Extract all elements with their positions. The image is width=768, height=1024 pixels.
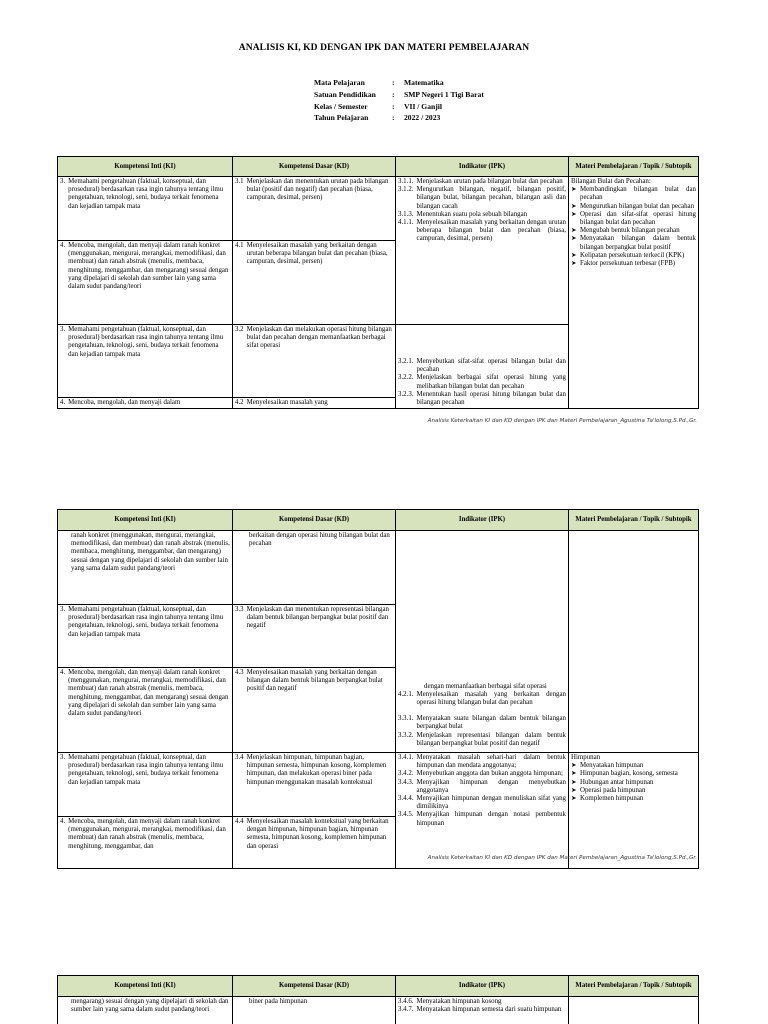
kd-number: 4.2 <box>235 399 244 406</box>
ipk-text: Menyajikan himpunan dengan menyebutkan anggotanya <box>416 778 566 794</box>
ki-text: Memahami pengetahuan (faktual, konseptual, dan prosedural) berdasarkan rasa ingin tahunya tentang ilmu pengetahuan, teknologi, seni, budaya terkait fenomena dan kejadian tampak mata <box>68 606 224 638</box>
ipk-item <box>398 795 566 811</box>
ki-cell <box>58 177 233 241</box>
header-ki: Kompetensi Inti (KI) <box>58 976 233 997</box>
header-ipk: Indikator (IPK) <box>396 976 569 997</box>
materi-cell <box>569 531 699 753</box>
meta-value: 2022 / 2023 <box>404 113 441 123</box>
kd-number: 3.1 <box>235 178 244 185</box>
kd-number: 4.4 <box>235 818 244 825</box>
materi-text: Mengurutkan bilangan bulat dan pecahan <box>580 202 695 210</box>
arrow-bullet-icon: ➤ <box>571 186 577 194</box>
ipk-number: 3.2.2. <box>398 374 414 382</box>
materi-heading: Himpunan <box>571 754 601 761</box>
materi-item <box>571 186 696 202</box>
arrow-bullet-icon: ➤ <box>571 795 577 803</box>
ipk-item <box>398 754 566 770</box>
ipk-text: Menyatakan suatu bilangan dalam bentuk bilangan berpangkat bulat <box>416 715 566 731</box>
ki-text: Mencoba, mengolah, dan menyaji dalam ranah konkret (menggunakan, mengurai, merangkai, memodifikasi, dan membuat) dan ranah abstrak (menulis, membaca, menghitung, menggambar, dan <box>68 818 226 850</box>
kd-text: biner pada himpunan <box>249 998 308 1005</box>
materi-item <box>571 779 696 787</box>
ki-number: 3. <box>60 326 66 333</box>
kd-cell <box>233 177 396 241</box>
materi-text: Komplemen himpunan <box>580 795 644 803</box>
ipk-cell <box>396 325 569 409</box>
header-kd: Kompetensi Dasar (KD) <box>233 510 396 531</box>
ki-cell <box>58 325 233 398</box>
arrow-bullet-icon: ➤ <box>571 762 577 770</box>
page-footer: Analisis Keterkaitan KI dan KD dengan IPK dan Materi Pembelajaran_Agustina Ta'lolong,S.Pd.,Gr. <box>427 418 697 424</box>
materi-text: Operasi dan sifat-sifat operasi hitung bilangan bulat dan pecahan <box>580 210 696 227</box>
meta-row <box>314 112 484 124</box>
ki-number: 4. <box>60 669 66 676</box>
ipk-number: 3.4.6. <box>398 998 414 1005</box>
ipk-number: 3.1.2. <box>398 186 414 194</box>
ipk-number: 3.4.5. <box>398 811 414 819</box>
meta-label: Kelas / Semester <box>314 101 368 111</box>
kd-cell <box>233 997 396 1024</box>
arrow-bullet-icon: ➤ <box>571 770 577 778</box>
ipk-number: 4.1.1. <box>398 219 414 227</box>
ipk-text: Menyajikan himpunan dengan notasi pembentuk himpunan <box>416 811 566 827</box>
ipk-item <box>398 186 566 211</box>
materi-cell <box>569 177 699 409</box>
header-kd: Kompetensi Dasar (KD) <box>233 976 396 997</box>
ki-cell <box>58 668 233 753</box>
ki-cell <box>58 531 233 605</box>
ki-cell <box>58 605 233 668</box>
ipk-number: 3.1.3. <box>398 210 414 218</box>
ki-cell <box>58 753 233 817</box>
header-materi: Materi Pembelajaran / Topik / Subtopik <box>569 157 699 177</box>
ipk-item <box>398 374 566 390</box>
document-meta <box>314 77 484 124</box>
header-ipk: Indikator (IPK) <box>396 510 569 531</box>
kd-cell <box>233 325 396 398</box>
ipk-item <box>398 691 566 707</box>
kd-text: Menyelesaikan masalah yang berkaitan dengan bilangan dalam bentuk bilangan berpangkat bulat positif dan negatif <box>246 669 383 693</box>
kd-number: 3.3 <box>235 606 244 613</box>
ipk-item <box>398 211 566 219</box>
kd-text: Menjelaskan dan menentukan representasi bilangan dalam bentuk bilangan berpangkat bulat positif dan negatif <box>246 606 389 630</box>
ki-cell <box>58 997 233 1024</box>
ki-cell <box>58 817 233 869</box>
arrow-bullet-icon: ➤ <box>571 260 577 268</box>
kd-text: Menjelaskan dan menentukan urutan pada bilangan bulat (positif dan negatif) dan pecahan (biasa, campuran, desimal, persen) <box>246 178 389 202</box>
ipk-text: Menyatakan himpunan kosong <box>416 998 502 1005</box>
materi-text: Faktor persekutuan terbesar (FPB) <box>580 260 676 268</box>
ipk-text: Menentukan hasil operasi hitung bilangan bulat dan bilangan pecahan <box>416 390 566 406</box>
ipk-number: 3.4.3. <box>398 778 414 786</box>
ipk-text: Mengurutkan bilangan, negatif, bilangan positif, bilangan bulat, bilangan pecahan, bilangan asli dan bilangan cacah <box>416 186 566 210</box>
ipk-text: Menentukan suatu pola sebuah bilangan <box>416 210 528 218</box>
kd-cell <box>233 398 396 409</box>
header-materi: Materi Pembelajaran / Topik / Subtopik <box>569 510 699 531</box>
materi-text: Menyatakan himpunan <box>580 762 644 770</box>
ki-text: ranah konkret (menggunakan, mengurai, merangkai, memodifikasi, dan membuat) dan ranah abstrak (menulis, membaca, menghitung, menggambar, dan mengarang) sesuai dengan yang dipelajari di sekolah dan sumber lain yang sama dalam sudut pandang/teori <box>71 532 230 572</box>
ipk-text: Menyatakan masalah sehari-hari dalam bentuk himpunan dan mendata anggotanya; <box>416 754 566 770</box>
ipk-item <box>398 1006 566 1014</box>
competency-table-3 <box>57 975 699 1024</box>
ki-number: 3. <box>60 606 66 613</box>
kd-cell <box>233 817 396 869</box>
ki-cell <box>58 241 233 325</box>
ipk-item <box>398 358 566 374</box>
meta-separator: : <box>392 113 395 123</box>
kd-cell <box>233 668 396 753</box>
ipk-number: 3.4.2. <box>398 770 414 778</box>
ipk-text: dengan memanfaatkan berbagai sifat operasi <box>424 682 547 690</box>
ipk-item <box>398 811 566 827</box>
ipk-number: 3.3.1. <box>398 715 414 723</box>
materi-text: Hubungan antar himpunan <box>580 778 654 786</box>
materi-item <box>571 227 696 235</box>
ki-text: Memahami pengetahuan (faktual, konseptual, dan prosedural) berdasarkan rasa ingin tahunya tentang ilmu pengetahuan, teknologi, seni, budaya terkait fenomena dan kejadian tampak mata <box>68 754 224 786</box>
ki-text: Memahami pengetahuan (faktual, konseptual, dan prosedural) berdasarkan rasa ingin tahunya tentang ilmu pengetahuan, teknologi, seni, budaya terkait fenomena dan kejadian tampak mata <box>68 178 224 210</box>
materi-text: Operasi pada himpunan <box>580 786 646 794</box>
materi-item <box>571 260 696 268</box>
ipk-text: Menjelaskan berbagai sifat operasi hitung yang melibatkan bilangan bulat dan pecahan <box>416 374 566 390</box>
header-kd: Kompetensi Dasar (KD) <box>233 157 396 177</box>
ipk-number: 3.2.3. <box>398 390 414 398</box>
kd-text: Menyelesaikan masalah kontekstual yang berkaitan dengan himpunan, himpunan bagian, himpunan semesta, himpunan kosong, komplemen himpunan dan operasi <box>246 818 389 850</box>
materi-heading: Bilangan Bulat dan Pecahan: <box>571 178 651 185</box>
ipk-number: 3.1.1. <box>398 178 414 185</box>
header-ipk: Indikator (IPK) <box>396 157 569 177</box>
ki-number: 4. <box>60 399 66 406</box>
meta-label: Satuan Pendidikan <box>314 89 376 99</box>
materi-text: Membandingkan bilangan bulat dan pecahan <box>580 186 696 202</box>
ki-number: 4. <box>60 818 66 825</box>
meta-row <box>314 101 484 113</box>
competency-table-2 <box>57 509 699 869</box>
meta-value: SMP Negeri 1 Tigi Barat <box>404 89 484 99</box>
arrow-bullet-icon: ➤ <box>571 251 577 259</box>
kd-number: 4.3 <box>235 669 244 676</box>
materi-item <box>571 203 696 211</box>
kd-number: 4.1 <box>235 242 244 249</box>
arrow-bullet-icon: ➤ <box>571 202 577 210</box>
materi-text: Mengubah bentuk bilangan pecahan <box>580 227 680 235</box>
materi-text: Himpunan bagian, kosong, semesta <box>580 770 678 778</box>
ipk-item <box>398 391 566 407</box>
kd-cell <box>233 753 396 817</box>
header-ki: Kompetensi Inti (KI) <box>58 510 233 531</box>
ipk-text: Menyelesaikan masalah yang berkaitan dengan urutan beberapa bilangan bulat dan pecahan (biasa, campuran, desimal, persen) <box>416 219 566 243</box>
ki-text: Memahami pengetahuan (faktual, konseptual, dan prosedural) berdasarkan rasa ingin tahunya tentang ilmu pengetahuan, teknologi, seni, budaya terkait fenomena dan kejadian tampak mata <box>68 326 224 358</box>
meta-row <box>314 89 484 101</box>
page-title: ANALISIS KI, KD DENGAN IPK DAN MATERI PEMBELAJARAN <box>238 43 530 53</box>
ipk-item <box>398 770 566 778</box>
ipk-text: Menyatakan himpunan semesta dari suatu himpunan <box>416 1006 562 1014</box>
meta-label: Mata Pelajaran <box>314 78 365 87</box>
kd-number: 3.4 <box>235 754 244 761</box>
competency-table-1 <box>57 156 699 409</box>
ipk-text: Menjelaskan urutan pada bilangan bulat dan pecahan <box>416 178 563 185</box>
ipk-item <box>398 779 566 795</box>
materi-item <box>571 770 696 778</box>
ipk-number: 4.2.1. <box>398 690 414 698</box>
ipk-item <box>398 178 566 186</box>
ipk-cell <box>396 177 569 325</box>
ipk-cell <box>396 531 569 753</box>
ipk-number: 3.4.7. <box>398 1006 414 1014</box>
ipk-cell <box>396 753 569 869</box>
kd-text: berkaitan dengan operasi hitung bilangan bulat dan pecahan <box>249 532 390 548</box>
materi-cell <box>569 753 699 869</box>
ipk-item <box>398 219 566 244</box>
arrow-bullet-icon: ➤ <box>571 778 577 786</box>
meta-row <box>314 77 484 89</box>
materi-item <box>571 762 696 770</box>
ipk-text: Menyelesaikan masalah yang berkaitan dengan operasi hitung bilangan bulat dan pecahan <box>416 690 566 706</box>
kd-cell <box>233 605 396 668</box>
ki-number: 3. <box>60 754 66 761</box>
kd-text: Menjelaskan himpunan, himpunan bagian, himpunan semesta, himpunan kosong, komplemen himpunan, dan melakukan operasi biner pada himpunan menggunakan masalah kontekstual <box>246 754 387 786</box>
ki-number: 4. <box>60 242 66 249</box>
ipk-item <box>398 732 566 748</box>
ki-number: 3. <box>60 178 66 185</box>
meta-label: Tahun Pelajaran <box>314 113 369 123</box>
materi-cell <box>569 997 699 1024</box>
arrow-bullet-icon: ➤ <box>571 786 577 794</box>
meta-separator: : <box>392 89 395 99</box>
materi-item <box>571 235 696 251</box>
arrow-bullet-icon: ➤ <box>571 227 577 235</box>
ipk-text: Menyebutkan anggota dan bukan anggota himpunan; <box>416 770 563 778</box>
kd-cell <box>233 531 396 605</box>
materi-item <box>571 787 696 795</box>
header-materi: Materi Pembelajaran / Topik / Subtopik <box>569 976 699 997</box>
meta-value: VII / Ganjil <box>404 101 442 111</box>
ipk-text: Menjelaskan representasi bilangan dalam bentuk bilangan berpangkat bulat positif dan negatif <box>416 731 566 747</box>
kd-text: Menyelesaikan masalah yang berkaitan dengan urutan beberapa bilangan bulat dan pecahan (biasa, campuran, desimal, persen) <box>246 242 388 266</box>
arrow-bullet-icon: ➤ <box>571 235 577 243</box>
ki-cell <box>58 398 233 409</box>
page-footer: Analisis Keterkaitan KI dan KD dengan IPK dan Materi Pembelajaran_Agustina Ta'lolong,S.Pd.,Gr. <box>427 855 697 861</box>
meta-separator: : <box>392 101 395 111</box>
kd-text: Menjelaskan dan melakukan operasi hitung bilangan bulat dan pecahan dengan memanfaatkan berbagai sifat operasi <box>246 326 392 350</box>
materi-item <box>571 211 696 227</box>
materi-item <box>571 795 696 803</box>
ki-text: Mencoba, mengolah, dan menyaji dalam ranah konkret (menggunakan, mengurai, merangkai, memodifikasi, dan membuat) dan ranah abstrak (menulis, membaca, menghitung, menggambar, dan mengarang) sesuai dengan yang dipelajari di sekolah dan sumber lain yang sama dalam sudut pandang/teori <box>68 242 229 291</box>
kd-number: 3.2 <box>235 326 244 333</box>
header-ki: Kompetensi Inti (KI) <box>58 157 233 177</box>
ipk-number: 3.3.2. <box>398 731 414 739</box>
ipk-cell <box>396 997 569 1024</box>
ipk-text: Menyebutkan sifat-sifat operasi bilangan bulat dan pecahan <box>416 357 566 374</box>
materi-text: Menyatakan bilangan dalam bentuk bilangan berpangkat bulat positif <box>580 235 696 251</box>
ki-text: mengarang) sesuai dengan yang dipelajari di sekolah dan sumber lain yang sama dalam sudut pandang/teori <box>71 998 229 1014</box>
meta-value: Matematika <box>404 78 444 87</box>
ipk-item <box>398 998 566 1006</box>
ipk-number: 3.2.1. <box>398 357 414 365</box>
kd-text: Menyelesaikan masalah yang <box>246 399 328 406</box>
ki-text: Mencoba, mengolah, dan menyaji dalam ranah konkret (menggunakan, mengurai, merangkai, memodifikasi, dan membuat) dan ranah abstrak (menulis, membaca, menghitung, menggambar, dan mengarang) sesuai dengan yang dipelajari di sekolah dan sumber lain yang sama dalam sudut pandang/teori <box>68 669 229 718</box>
materi-item <box>571 252 696 260</box>
meta-separator: : <box>392 78 395 87</box>
arrow-bullet-icon: ➤ <box>571 210 577 218</box>
ipk-text: Menyajikan himpunan dengan menuliskan sifat yang dimilikinya <box>416 795 566 811</box>
ki-text: Mencoba, mengolah, dan menyaji dalam <box>68 399 181 406</box>
kd-cell <box>233 241 396 325</box>
ipk-number: 3.4.4. <box>398 795 414 803</box>
materi-text: Kelipatan persekutuan terkecil (KPK) <box>580 251 685 259</box>
ipk-item <box>398 715 566 731</box>
ipk-number: 3.4.1. <box>398 754 414 761</box>
